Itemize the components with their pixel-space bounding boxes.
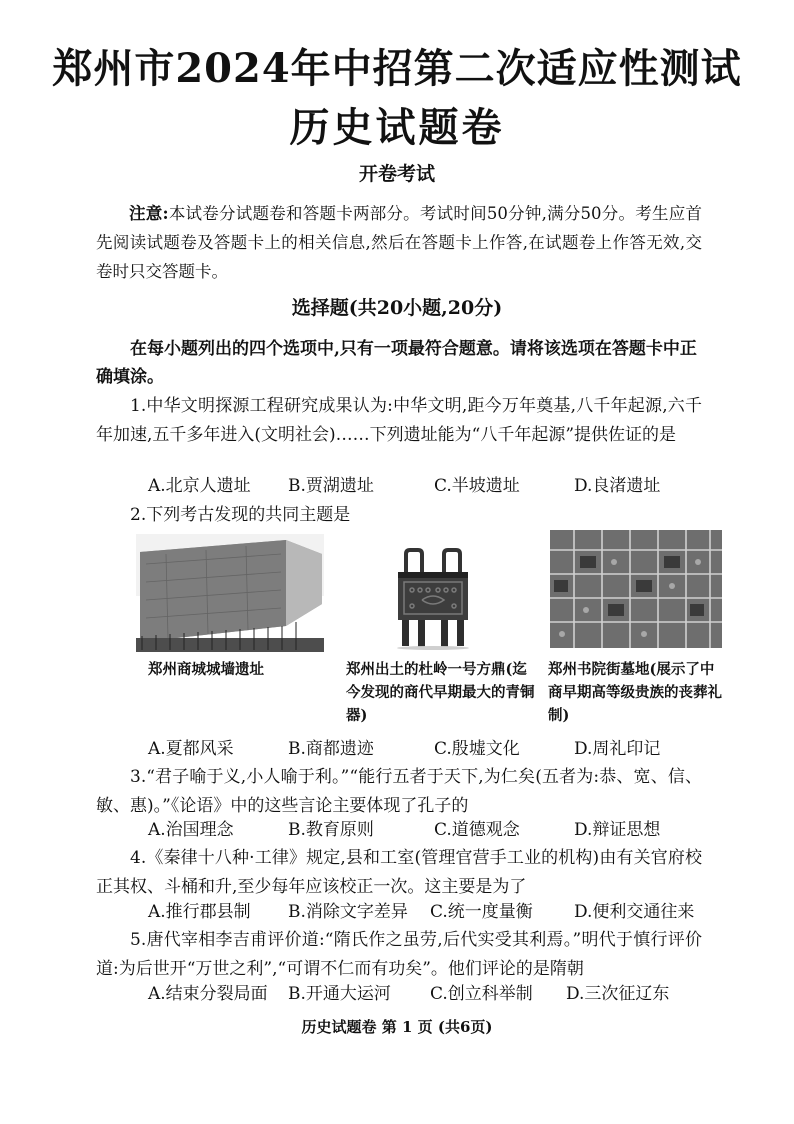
question-5-stem: 5.唐代宰相李吉甫评价道:“隋氏作之虽劳,后代实受其利焉。”明代于慎行评价道:为后世开“万世之利”,“可谓不仁而有功矣”。他们评论的是隋朝 xyxy=(96,930,702,979)
question-2-stem: 2.下列考古发现的共同主题是 xyxy=(130,505,351,525)
option[interactable]: B.教育原则 xyxy=(288,820,374,840)
question-3-options xyxy=(148,816,708,844)
figure-1-caption: 郑州商城城墙遗址 xyxy=(148,661,264,678)
option[interactable]: B.开通大运河 xyxy=(288,984,391,1004)
figure-3-caption: 郑州书院街墓地(展示了中商早期高等级贵族的丧葬礼制) xyxy=(548,661,722,724)
subject-title: 历史试题卷 xyxy=(289,104,505,151)
question-3-stem: 3.“君子喻于义,小人喻于利。”“能行五者于天下,为仁矣(五者为:恭、宽、信、敏、惠)。”《论语》中的这些言论主要体现了孔子的 xyxy=(96,767,702,816)
notice-paragraph xyxy=(96,199,702,286)
exam-mode: 开卷考试 xyxy=(358,163,435,185)
notice-label: 注意: xyxy=(129,204,169,223)
option[interactable]: A.北京人遗址 xyxy=(148,476,251,496)
option[interactable]: B.消除文字差异 xyxy=(288,902,408,922)
option[interactable]: A.推行郡县制 xyxy=(148,902,251,922)
question-2-options xyxy=(148,735,708,763)
option[interactable]: A.结束分裂局面 xyxy=(148,984,268,1004)
option[interactable]: C.创立科举制 xyxy=(430,984,533,1004)
option[interactable]: D.良渚遗址 xyxy=(574,476,661,496)
section-instruction: 在每小题列出的四个选项中,只有一项最符合题意。请将该选项在答题卡中正确填涂。 xyxy=(96,339,697,387)
option[interactable]: C.殷墟文化 xyxy=(434,739,520,759)
exam-title: 郑州市2024年中招第二次适应性测试 xyxy=(52,45,742,92)
tomb-site-photo-icon xyxy=(550,530,722,648)
question-1-options xyxy=(148,472,708,500)
question-4-stem: 4.《秦律十八种·工律》规定,县和工室(管理官营手工业的机构)由有关官府校正其权、斗桶和升,至少每年应该校正一次。这主要是为了 xyxy=(96,848,702,897)
bronze-ding-photo-icon xyxy=(392,548,474,650)
page-footer: 历史试题卷 第 1 页 (共6页) xyxy=(301,1018,493,1036)
option[interactable]: D.便利交通往来 xyxy=(574,902,695,922)
city-wall-photo-icon xyxy=(136,534,324,652)
section-title: 选择题(共20小题,20分) xyxy=(291,297,503,319)
option[interactable]: D.三次征辽东 xyxy=(566,984,670,1004)
question-5-options xyxy=(148,980,708,1008)
option[interactable]: B.商都遗迹 xyxy=(288,739,374,759)
option[interactable]: D.辩证思想 xyxy=(574,820,661,840)
notice-text: 本试卷分试题卷和答题卡两部分。考试时间50分钟,满分50分。考生应首先阅读试题卷及答题卡上的相关信息,然后在答题卡上作答,在试题卷上作答无效,交卷时只交答题卡。 xyxy=(96,204,702,281)
question-4-options xyxy=(148,898,708,926)
option[interactable]: A.治国理念 xyxy=(148,820,234,840)
option[interactable]: A.夏都风采 xyxy=(148,739,234,759)
option[interactable]: B.贾湖遗址 xyxy=(288,476,374,496)
option[interactable]: D.周礼印记 xyxy=(574,739,661,759)
question-1-stem: 1.中华文明探源工程研究成果认为:中华文明,距今万年奠基,八千年起源,六千年加速,五千多年进入(文明社会)……下列遗址能为“八千年起源”提供佐证的是 xyxy=(96,396,702,445)
option[interactable]: C.统一度量衡 xyxy=(430,902,533,922)
option[interactable]: C.道德观念 xyxy=(434,820,520,840)
figure-2-caption: 郑州出土的杜岭一号方鼎(迄今发现的商代早期最大的青铜器) xyxy=(346,661,535,724)
option[interactable]: C.半坡遗址 xyxy=(434,476,520,496)
